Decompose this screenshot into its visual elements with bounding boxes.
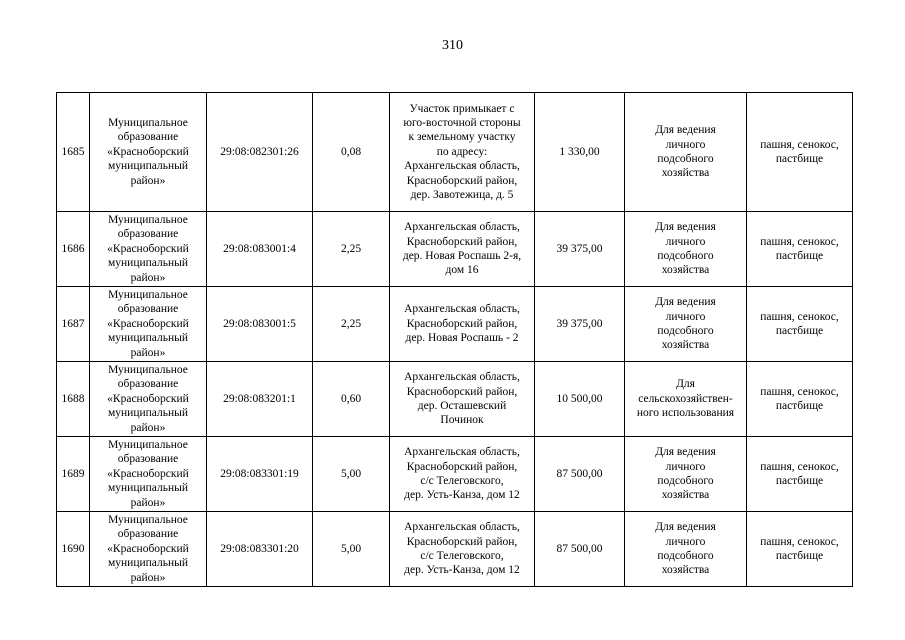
permitted-use-line: личного bbox=[665, 235, 706, 248]
table-row bbox=[57, 362, 853, 437]
owner-line: муниципальный bbox=[107, 332, 189, 345]
address-line: Архангельская область, bbox=[404, 221, 520, 234]
area-cell: 0,60 bbox=[313, 362, 390, 437]
row-number-cell: 1688 bbox=[57, 362, 90, 437]
address-line: Архангельская область, bbox=[404, 160, 520, 173]
area-cell: 2,25 bbox=[313, 212, 390, 287]
row-number-cell: 1687 bbox=[57, 287, 90, 362]
land-category-line: пастбище bbox=[775, 325, 824, 337]
land-category-line: пастбище bbox=[775, 250, 824, 262]
table-row bbox=[57, 287, 853, 362]
permitted-use-line: личного bbox=[665, 138, 706, 151]
address-line: Красноборский район, bbox=[406, 385, 518, 398]
address-line: Архангельская область, bbox=[404, 303, 520, 316]
address-cell bbox=[390, 93, 535, 212]
address-line: дом 16 bbox=[445, 264, 479, 277]
address-line: Архангельская область, bbox=[404, 371, 520, 384]
permitted-use-cell bbox=[625, 287, 747, 362]
owner-line: Муниципальное bbox=[108, 116, 188, 129]
permitted-use-line: личного bbox=[665, 460, 706, 473]
address-line: по адресу: bbox=[436, 145, 488, 158]
owner-line: район» bbox=[130, 496, 166, 509]
table-row bbox=[57, 437, 853, 512]
permitted-use-line: подсобного bbox=[657, 475, 714, 487]
owner-line: муниципальный bbox=[107, 257, 189, 270]
price-cell: 39 375,00 bbox=[535, 212, 625, 287]
address-cell bbox=[390, 287, 535, 362]
row-number-cell: 1685 bbox=[57, 93, 90, 212]
address-line: Красноборский район, bbox=[406, 174, 518, 187]
owner-line: «Красноборский bbox=[107, 145, 189, 158]
owner-line: Муниципальное bbox=[108, 438, 188, 451]
permitted-use-line: Для ведения bbox=[655, 221, 716, 234]
land-category-line: пашня, сенокос, bbox=[760, 310, 839, 323]
land-category-line: пашня, сенокос, bbox=[760, 138, 839, 151]
price-cell: 87 500,00 bbox=[535, 512, 625, 587]
address-cell bbox=[390, 437, 535, 512]
table-row bbox=[57, 512, 853, 587]
permitted-use-line: хозяйства bbox=[661, 564, 710, 577]
owner-line: район» bbox=[130, 346, 166, 359]
owner-cell bbox=[90, 362, 207, 437]
address-line: к земельному участку bbox=[408, 131, 516, 144]
page-number: 310 bbox=[442, 38, 463, 53]
address-line: дер. Усть-Канза, дом 12 bbox=[404, 489, 520, 502]
land-plot-table bbox=[56, 92, 853, 587]
row-number-cell: 1686 bbox=[57, 212, 90, 287]
permitted-use-cell bbox=[625, 512, 747, 587]
price-cell: 39 375,00 bbox=[535, 287, 625, 362]
address-line: Починок bbox=[440, 414, 484, 427]
address-line: Красноборский район, bbox=[406, 317, 518, 330]
price-cell: 1 330,00 bbox=[535, 93, 625, 212]
address-line: юго-восточной стороны bbox=[403, 116, 521, 129]
owner-line: Муниципальное bbox=[108, 288, 188, 301]
land-category-line: пашня, сенокос, bbox=[760, 535, 839, 548]
owner-line: муниципальный bbox=[107, 557, 189, 570]
row-number-cell: 1690 bbox=[57, 512, 90, 587]
owner-line: «Красноборский bbox=[107, 242, 189, 255]
owner-line: Муниципальное bbox=[108, 513, 188, 526]
address-line: с/с Телеговского, bbox=[420, 550, 504, 562]
land-category-line: пастбище bbox=[775, 475, 824, 487]
land-category-line: пастбище bbox=[775, 400, 824, 412]
owner-line: район» bbox=[130, 421, 166, 434]
owner-line: муниципальный bbox=[107, 482, 189, 495]
address-line: Красноборский район, bbox=[406, 460, 518, 473]
permitted-use-line: ного использования bbox=[636, 407, 735, 420]
address-line: Красноборский район, bbox=[406, 235, 518, 248]
table-row bbox=[57, 93, 853, 212]
land-category-line: пашня, сенокос, bbox=[760, 460, 839, 473]
land-category-line: пастбище bbox=[775, 550, 824, 562]
owner-cell bbox=[90, 512, 207, 587]
price-cell: 10 500,00 bbox=[535, 362, 625, 437]
land-category-cell bbox=[747, 212, 853, 287]
permitted-use-line: Для bbox=[676, 378, 695, 391]
permitted-use-cell bbox=[625, 212, 747, 287]
permitted-use-line: подсобного bbox=[657, 550, 714, 562]
owner-line: образование bbox=[117, 378, 179, 391]
permitted-use-line: подсобного bbox=[657, 250, 714, 262]
permitted-use-line: Для ведения bbox=[655, 296, 716, 309]
owner-line: Муниципальное bbox=[108, 363, 188, 376]
permitted-use-line: хозяйства bbox=[661, 167, 710, 180]
address-line: Участок примыкает с bbox=[409, 102, 515, 115]
permitted-use-line: Для ведения bbox=[655, 446, 716, 459]
cadastral-number-cell: 29:08:083001:4 bbox=[207, 212, 313, 287]
land-category-cell bbox=[747, 512, 853, 587]
area-cell: 5,00 bbox=[313, 512, 390, 587]
address-line: дер. Завотежица, д. 5 bbox=[410, 189, 514, 202]
permitted-use-line: Для ведения bbox=[655, 521, 716, 534]
land-category-line: пашня, сенокос, bbox=[760, 235, 839, 248]
land-category-cell bbox=[747, 287, 853, 362]
owner-line: «Красноборский bbox=[107, 392, 189, 405]
cadastral-number-cell: 29:08:083301:20 bbox=[207, 512, 313, 587]
cadastral-number-cell: 29:08:082301:26 bbox=[207, 93, 313, 212]
owner-line: муниципальный bbox=[107, 160, 189, 173]
owner-cell bbox=[90, 437, 207, 512]
permitted-use-line: хозяйства bbox=[661, 489, 710, 502]
cadastral-number-cell: 29:08:083201:1 bbox=[207, 362, 313, 437]
address-line: дер. Новая Роспашь 2-я, bbox=[402, 250, 522, 262]
address-line: дер. Усть-Канза, дом 12 bbox=[404, 564, 520, 577]
permitted-use-line: личного bbox=[665, 310, 706, 323]
owner-cell bbox=[90, 212, 207, 287]
address-line: Архангельская область, bbox=[404, 446, 520, 459]
owner-line: «Красноборский bbox=[107, 317, 189, 330]
price-cell: 87 500,00 bbox=[535, 437, 625, 512]
address-line: с/с Телеговского, bbox=[420, 475, 504, 487]
permitted-use-line: подсобного bbox=[657, 325, 714, 337]
land-category-cell bbox=[747, 437, 853, 512]
owner-line: образование bbox=[117, 131, 179, 144]
owner-line: образование bbox=[117, 528, 179, 541]
land-category-cell bbox=[747, 93, 853, 212]
permitted-use-cell bbox=[625, 437, 747, 512]
permitted-use-cell bbox=[625, 93, 747, 212]
owner-line: район» bbox=[130, 571, 166, 584]
permitted-use-line: сельскохозяйствен- bbox=[638, 392, 733, 405]
owner-line: муниципальный bbox=[107, 407, 189, 420]
address-line: Красноборский район, bbox=[406, 535, 518, 548]
address-cell bbox=[390, 362, 535, 437]
permitted-use-line: Для ведения bbox=[655, 124, 716, 137]
table-row bbox=[57, 212, 853, 287]
address-cell bbox=[390, 212, 535, 287]
cadastral-number-cell: 29:08:083301:19 bbox=[207, 437, 313, 512]
permitted-use-line: хозяйства bbox=[661, 264, 710, 277]
address-line: дер. Осташевский bbox=[417, 400, 507, 412]
address-line: Архангельская область, bbox=[404, 521, 520, 534]
owner-line: «Красноборский bbox=[107, 542, 189, 555]
owner-line: район» bbox=[130, 174, 166, 187]
permitted-use-cell bbox=[625, 362, 747, 437]
owner-cell bbox=[90, 287, 207, 362]
owner-line: «Красноборский bbox=[107, 467, 189, 480]
row-number-cell: 1689 bbox=[57, 437, 90, 512]
owner-line: район» bbox=[130, 271, 166, 284]
cadastral-number-cell: 29:08:083001:5 bbox=[207, 287, 313, 362]
table-body bbox=[57, 93, 853, 587]
owner-cell bbox=[90, 93, 207, 212]
owner-line: образование bbox=[117, 228, 179, 241]
land-category-line: пашня, сенокос, bbox=[760, 385, 839, 398]
address-cell bbox=[390, 512, 535, 587]
land-category-line: пастбище bbox=[775, 153, 824, 165]
area-cell: 0,08 bbox=[313, 93, 390, 212]
permitted-use-line: хозяйства bbox=[661, 339, 710, 352]
permitted-use-line: подсобного bbox=[657, 153, 714, 165]
owner-line: образование bbox=[117, 453, 179, 466]
owner-line: образование bbox=[117, 303, 179, 316]
area-cell: 2,25 bbox=[313, 287, 390, 362]
owner-line: Муниципальное bbox=[108, 213, 188, 226]
area-cell: 5,00 bbox=[313, 437, 390, 512]
land-category-cell bbox=[747, 362, 853, 437]
permitted-use-line: личного bbox=[665, 535, 706, 548]
address-line: дер. Новая Роспашь - 2 bbox=[405, 332, 519, 345]
